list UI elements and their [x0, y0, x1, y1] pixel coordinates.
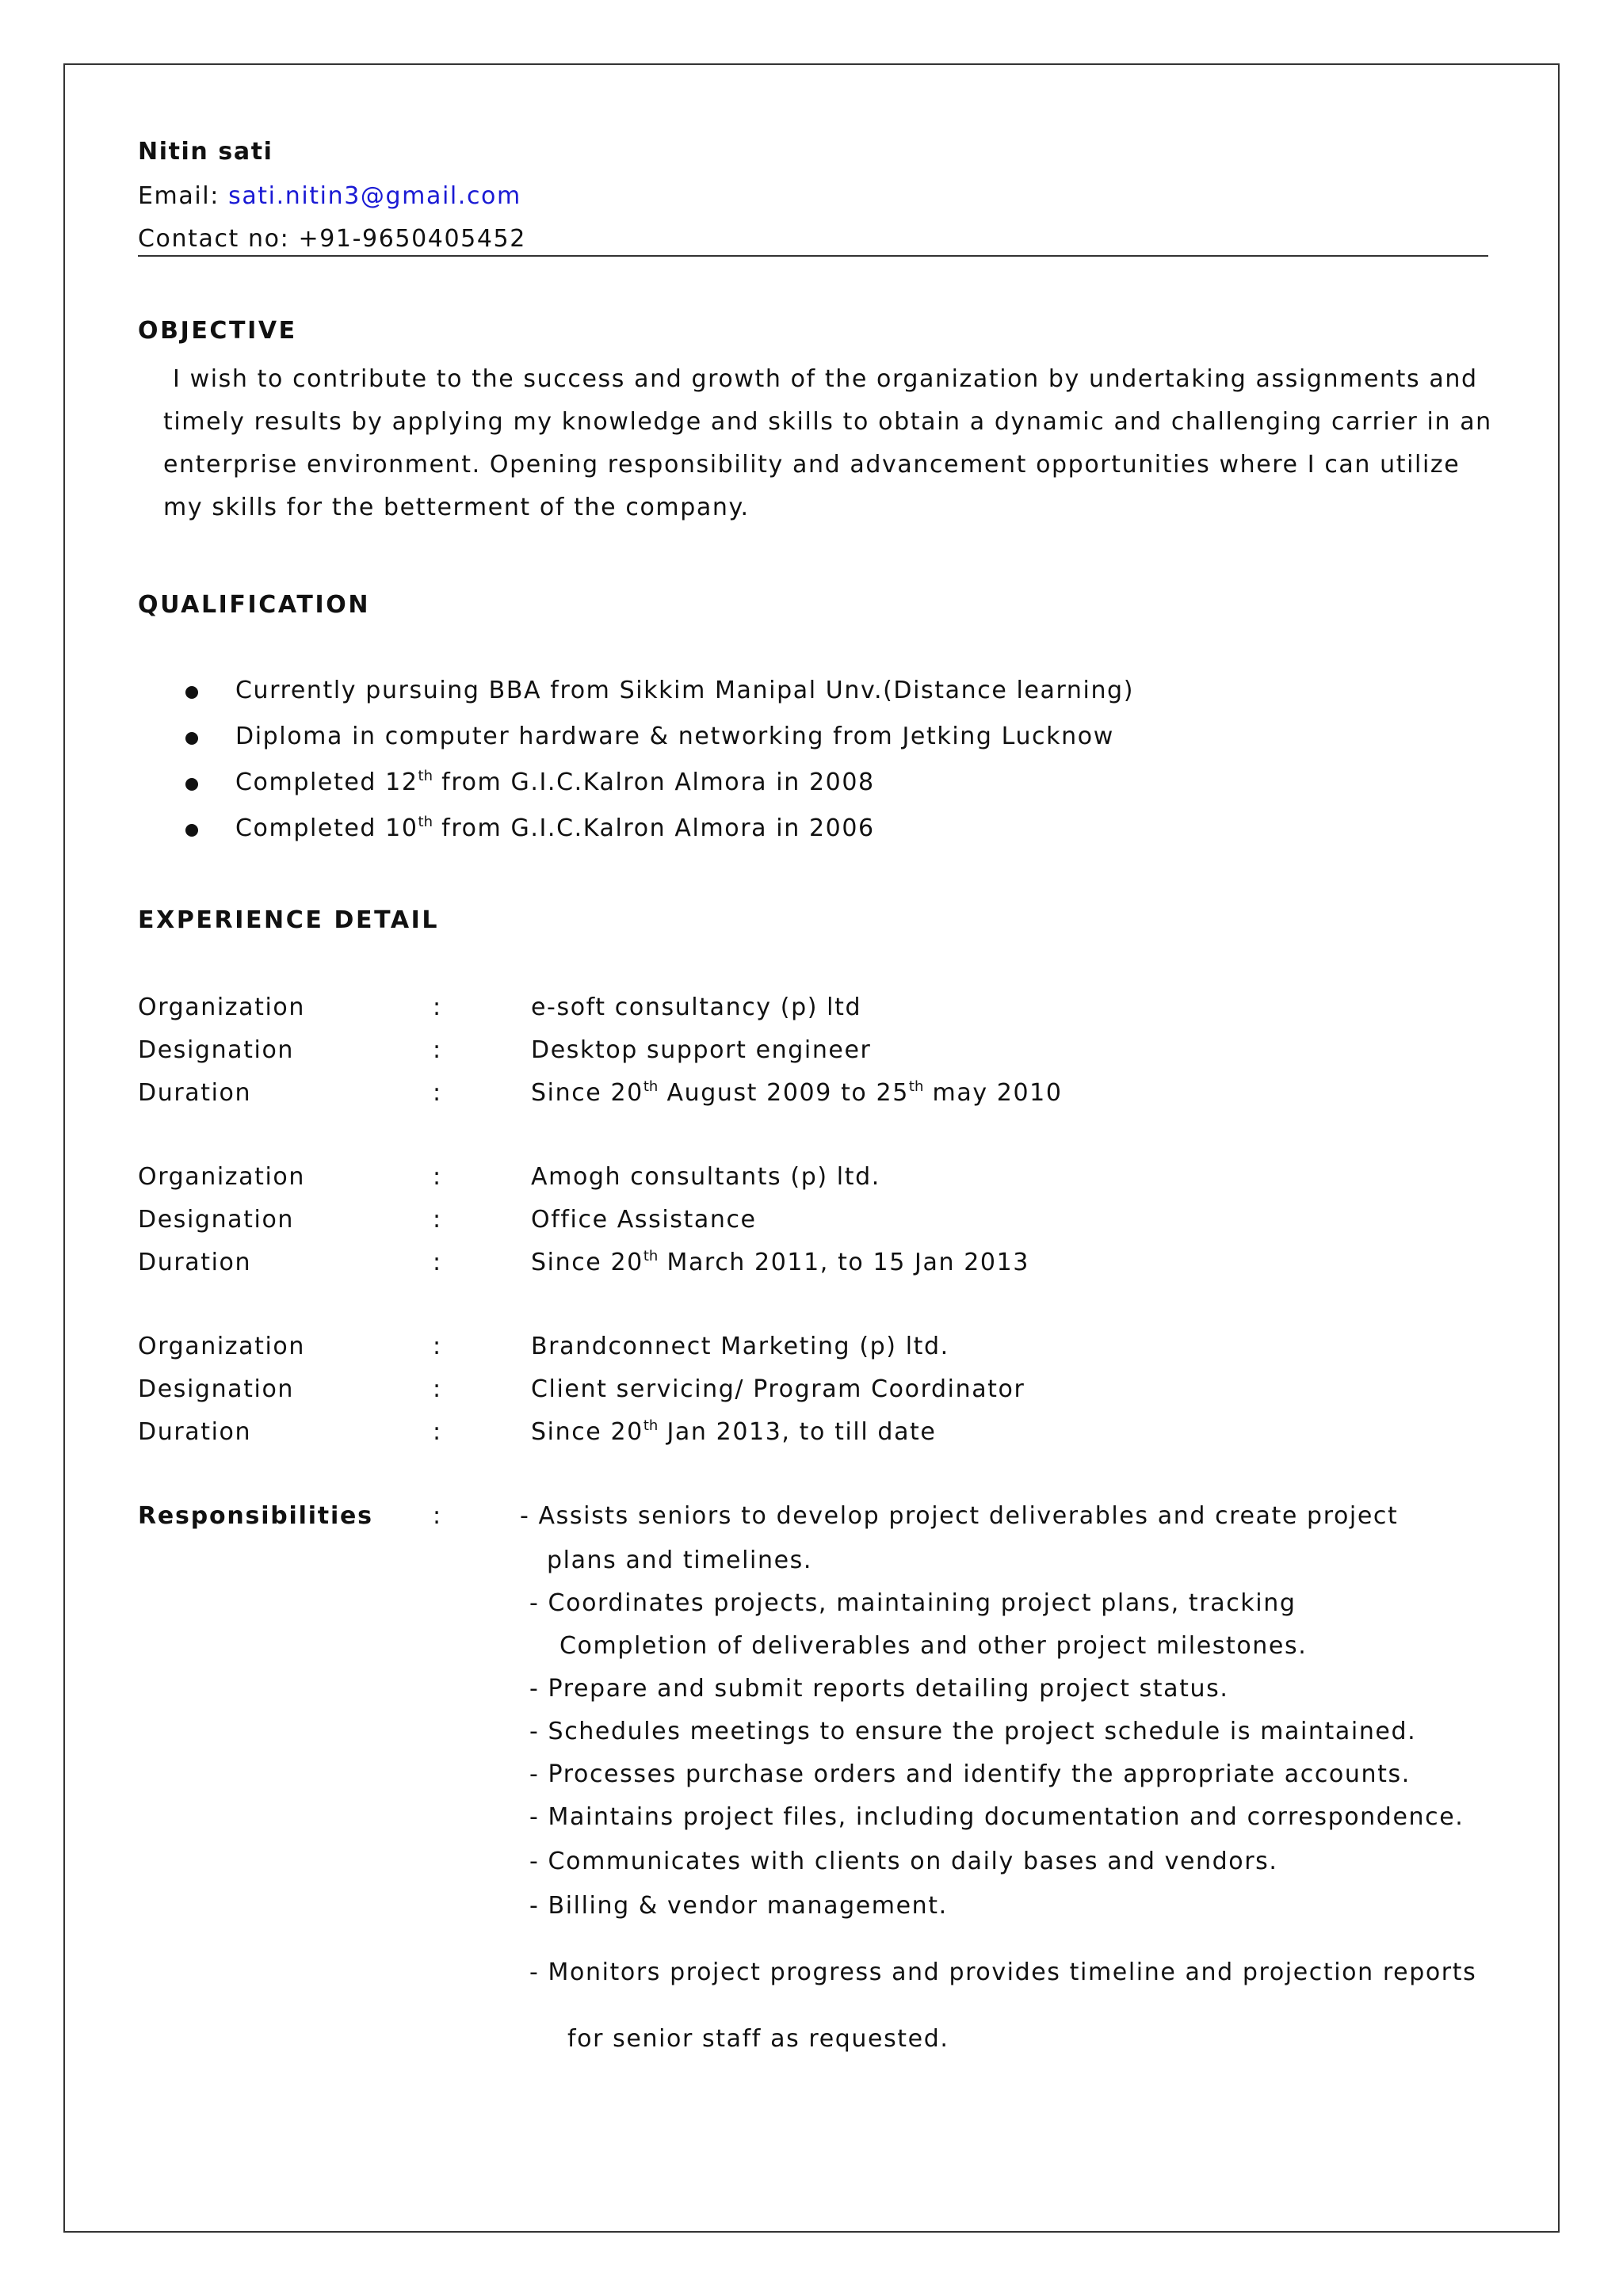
- email-link[interactable]: sati.nitin3@gmail.com: [228, 182, 521, 210]
- responsibility-line: - Maintains project files, including documentation and correspondence.: [529, 1803, 1465, 1831]
- designation-value: Desktop support engineer: [531, 1036, 872, 1064]
- organization-label: Organization: [138, 994, 305, 1021]
- header-divider: [138, 255, 1488, 257]
- bullet-icon: [185, 824, 198, 837]
- responsibility-line: - Processes purchase orders and identify the appropriate accounts.: [529, 1760, 1411, 1788]
- duration-label: Duration: [138, 1418, 252, 1446]
- qualification-item: Currently pursuing BBA from Sikkim Manipal Unv.(Distance learning): [235, 677, 1135, 704]
- designation-label: Designation: [138, 1206, 295, 1234]
- organization-label: Organization: [138, 1163, 305, 1191]
- duration-value: Since 20th March 2011, to 15 Jan 2013: [531, 1248, 1029, 1276]
- duration-label: Duration: [138, 1249, 252, 1276]
- organization-value: e-soft consultancy (p) ltd: [531, 994, 862, 1021]
- field-colon: :: [433, 1502, 442, 1530]
- field-colon: :: [433, 1249, 442, 1276]
- designation-value: Client servicing/ Program Coordinator: [531, 1375, 1025, 1403]
- organization-label: Organization: [138, 1333, 305, 1360]
- field-colon: :: [433, 1333, 442, 1360]
- responsibility-line: - Assists seniors to develop project deliverables and create project: [520, 1502, 1399, 1530]
- qualification-item: Diploma in computer hardware & networking from Jetking Lucknow: [235, 723, 1114, 750]
- responsibility-line: - Coordinates projects, maintaining project plans, tracking: [529, 1589, 1296, 1617]
- objective-line: my skills for the betterment of the company.: [163, 494, 750, 521]
- bullet-icon: [185, 732, 198, 745]
- responsibility-line: for senior staff as requested.: [567, 2025, 949, 2053]
- responsibility-line: plans and timelines.: [547, 1547, 813, 1574]
- duration-value: Since 20th Jan 2013, to till date: [531, 1417, 937, 1446]
- objective-heading: OBJECTIVE: [138, 317, 297, 345]
- candidate-name: Nitin sati: [138, 138, 273, 166]
- designation-label: Designation: [138, 1036, 295, 1064]
- responsibilities-label: Responsibilities: [138, 1502, 373, 1530]
- responsibility-line: Completion of deliverables and other project milestones.: [559, 1632, 1308, 1660]
- bullet-icon: [185, 778, 198, 791]
- field-colon: :: [433, 1036, 442, 1064]
- organization-value: Brandconnect Marketing (p) ltd.: [531, 1333, 949, 1360]
- contact-line: [138, 225, 526, 253]
- responsibility-line: - Schedules meetings to ensure the project schedule is maintained.: [529, 1718, 1417, 1745]
- field-colon: :: [433, 1375, 442, 1403]
- field-colon: :: [433, 1079, 442, 1107]
- responsibility-line: - Communicates with clients on daily bases and vendors.: [529, 1848, 1278, 1875]
- objective-line: I wish to contribute to the success and growth of the organization by undertaking assignments and: [173, 365, 1478, 393]
- objective-line: timely results by applying my knowledge and skills to obtain a dynamic and challenging carrier in an: [163, 408, 1492, 436]
- responsibility-line: - Monitors project progress and provides timeline and projection reports: [529, 1958, 1477, 1986]
- designation-label: Designation: [138, 1375, 295, 1403]
- field-colon: :: [433, 994, 442, 1021]
- organization-value: Amogh consultants (p) ltd.: [531, 1163, 880, 1191]
- qualification-item: Completed 10th from G.I.C.Kalron Almora in 2006: [235, 814, 875, 842]
- field-colon: :: [433, 1163, 442, 1191]
- email-line: [138, 182, 521, 210]
- objective-line: enterprise environment. Opening responsibility and advancement opportunities where I can utilize: [163, 451, 1461, 479]
- contact-label: Contact no:: [138, 225, 290, 253]
- objective-paragraph: [163, 358, 1495, 529]
- experience-heading: EXPERIENCE DETAIL: [138, 906, 440, 934]
- contact-number: +91-9650405452: [298, 225, 526, 253]
- email-label: Email:: [138, 182, 220, 210]
- duration-label: Duration: [138, 1079, 252, 1107]
- qualification-heading: QUALIFICATION: [138, 591, 371, 619]
- field-colon: :: [433, 1206, 442, 1234]
- qualification-item: Completed 12th from G.I.C.Kalron Almora in 2008: [235, 768, 875, 796]
- bullet-icon: [185, 686, 198, 699]
- responsibility-line: - Billing & vendor management.: [529, 1892, 948, 1920]
- responsibility-line: - Prepare and submit reports detailing project status.: [529, 1675, 1229, 1703]
- field-colon: :: [433, 1418, 442, 1446]
- designation-value: Office Assistance: [531, 1206, 757, 1234]
- duration-value: Since 20th August 2009 to 25th may 2010: [531, 1078, 1063, 1107]
